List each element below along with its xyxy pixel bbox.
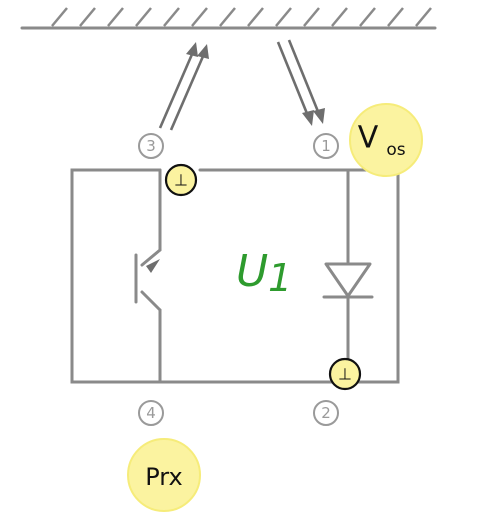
- ground-badge-bottom: [330, 359, 360, 389]
- pin-4-label: 4: [146, 404, 156, 422]
- ground-icon: ⊥: [338, 364, 352, 384]
- pin-1-marker: [314, 134, 338, 158]
- pin-1-label: 1: [321, 137, 331, 155]
- pin-4-marker: [139, 401, 163, 425]
- led-diode-symbol: [324, 170, 372, 362]
- phototransistor-symbol: [136, 170, 160, 382]
- component-label-u1: [236, 246, 292, 300]
- reflected-light-arrows: [160, 42, 209, 130]
- vos-label-subscript: os: [386, 140, 406, 160]
- vos-label-main: V: [357, 120, 379, 156]
- diode-triangle: [326, 264, 370, 296]
- prx-badge: [128, 439, 200, 511]
- pin-3-label: 3: [146, 137, 156, 155]
- reflective-surface: [22, 8, 435, 28]
- u1-label-subscript: 1: [268, 256, 293, 300]
- prx-label: Prx: [145, 463, 183, 491]
- vos-badge: [350, 104, 422, 176]
- u1-label-main: U: [236, 246, 269, 297]
- pin-2-label: 2: [321, 404, 331, 422]
- ground-icon: ⊥: [174, 170, 188, 190]
- pin-3-marker: [139, 134, 163, 158]
- ground-badge-top: [166, 165, 196, 195]
- pin-2-marker: [314, 401, 338, 425]
- emitted-light-arrows: [278, 40, 325, 126]
- surface-hatching: [52, 8, 431, 26]
- emitter-lead: [142, 292, 160, 310]
